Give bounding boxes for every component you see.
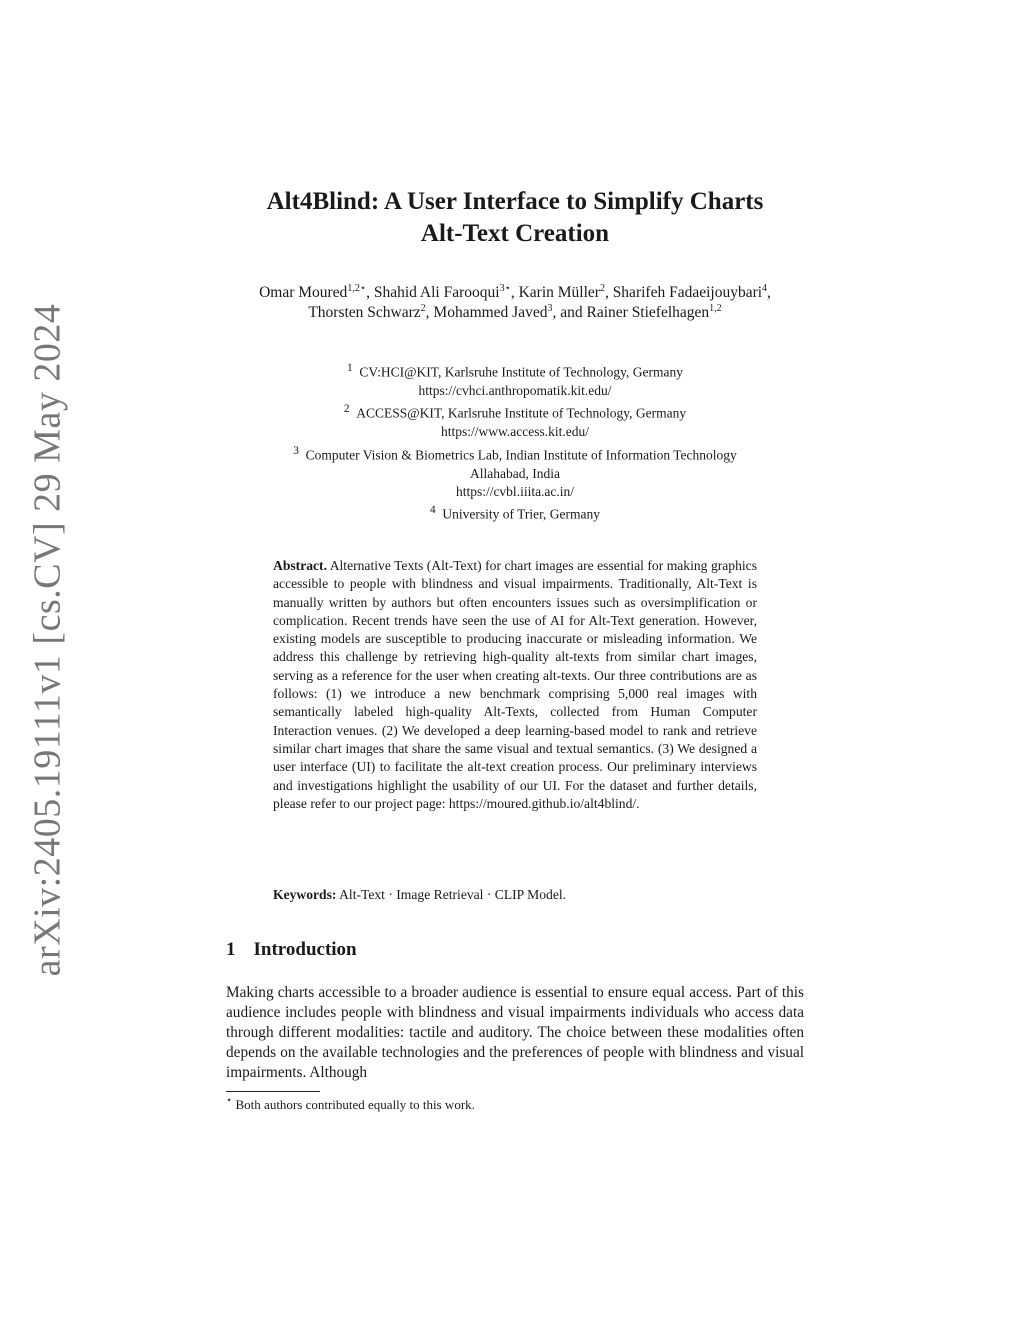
author-affiliation-mark: 2 [599, 283, 605, 294]
keywords-block [273, 886, 757, 904]
keywords-label: Keywords: [273, 887, 337, 902]
section-heading [226, 938, 357, 962]
affiliation-1 [200, 359, 830, 382]
arxiv-identifier-text: arXiv:2405.19111v1 [cs.CV] 29 May 2024 [26, 303, 69, 977]
author-separator: , [366, 284, 374, 301]
arxiv-identifier-stamp [22, 303, 72, 977]
affiliation-name: CV:HCI@KIT, Karlsruhe Institute of Technology, Germany [359, 364, 684, 380]
author-affiliation-mark: 2 [420, 303, 426, 314]
affiliation-location: Allahabad, India [470, 465, 560, 481]
affiliation-3 [200, 442, 830, 465]
keywords-text: Alt-Text · Image Retrieval · CLIP Model. [339, 887, 567, 902]
affiliation-number: 1 [346, 362, 353, 374]
author-name: Rainer Stiefelhagen [586, 304, 710, 321]
abstract-block [273, 557, 757, 813]
affiliation-4 [200, 501, 830, 524]
author-affiliation-mark: 1,2⋆ [347, 283, 367, 294]
paper-title [200, 186, 830, 250]
author-list [230, 283, 800, 323]
author-name: Thorsten Schwarz [308, 304, 421, 321]
abstract-label: Abstract. [273, 558, 327, 573]
affiliation-name: University of Trier, Germany [442, 506, 601, 522]
author-separator: , [767, 284, 771, 301]
affiliation-url[interactable]: https://cvhci.anthropomatik.kit.edu/ [418, 382, 612, 398]
affiliation-number: 3 [293, 444, 299, 457]
affiliation-list [200, 359, 830, 524]
author-name: Sharifeh Fadaeijouybari [612, 284, 763, 301]
affiliation-name: Computer Vision & Biometrics Lab, Indian Institute of Information Technology [305, 447, 737, 463]
affiliation-url[interactable]: https://cvbl.iiita.ac.in/ [455, 483, 575, 499]
footnote-mark: ⋆ [226, 1095, 233, 1106]
affiliation-2 [200, 400, 830, 423]
author-affiliation-mark: 3 [547, 303, 553, 314]
section-title: Introduction [253, 939, 357, 960]
author-name: Karin Müller [518, 284, 600, 301]
author-separator: , and [552, 304, 587, 321]
affiliation-name: ACCESS@KIT, Karlsruhe Institute of Technology, Germany [356, 405, 687, 421]
abstract-text: Alternative Texts (Alt-Text) for chart images are essential for making graphics accessible to people with blindness and visual impairments. Traditionally, Alt-Text is manually written by authors but often encounters issues such as oversimplification or complication. Recent trends have seen the use of AI for Alt-Text generation. However, existing models are susceptible to producing inaccurate or misleading information. We address this challenge by retrieving high-quality alt-texts from similar chart images, serving as a reference for the user when creating alt-texts. Our three contributions are as follows: (1) we introduce a new benchmark comprising 5,000 real images with semantically labeled high-quality Alt-Texts, collected from Human Computer Interaction venues. (2) We developed a deep learning-based model to rank and retrieve similar chart images that share the same visual and textual semantics. (3) We designed a user interface (UI) to facilitate the alt-text creation process. Our preliminary interviews and investigations highlight the usability of our UI. For the dataset and further details, please refer to our project page: https://moured.github.io/alt4blind/. [273, 558, 757, 811]
title-line-1: Alt4Blind: A User Interface to Simplify Charts [266, 188, 764, 215]
affiliation-number: 2 [343, 403, 350, 416]
footnote-text: Both authors contributed equally to this work. [235, 1097, 475, 1112]
author-name: Omar Moured [259, 284, 348, 301]
author-affiliation-mark: 3⋆ [499, 283, 511, 294]
affiliation-number: 4 [429, 504, 436, 517]
footnote [226, 1096, 475, 1113]
section-number: 1 [226, 939, 236, 960]
author-separator: , [604, 284, 613, 301]
author-separator: , [510, 284, 519, 301]
introduction-paragraph: Making charts accessible to a broader audience is essential to ensure equal access. Part of this audience includes people with blindness and visual impairments individuals who access data through different modalities: tactile and auditory. The choice between these modalities often depends on the available technologies and the preferences of people with blindness and visual impairments. Although [226, 984, 804, 1081]
author-name: Mohammed Javed [433, 304, 548, 321]
title-line-2: Alt-Text Creation [420, 220, 610, 247]
footnote-divider [226, 1091, 320, 1092]
affiliation-url[interactable]: https://www.access.kit.edu/ [441, 424, 589, 440]
author-affiliation-mark: 1,2 [709, 303, 722, 314]
author-separator: , [425, 304, 434, 321]
author-name: Shahid Ali Farooqui [373, 284, 500, 301]
author-affiliation-mark: 4 [762, 283, 768, 294]
